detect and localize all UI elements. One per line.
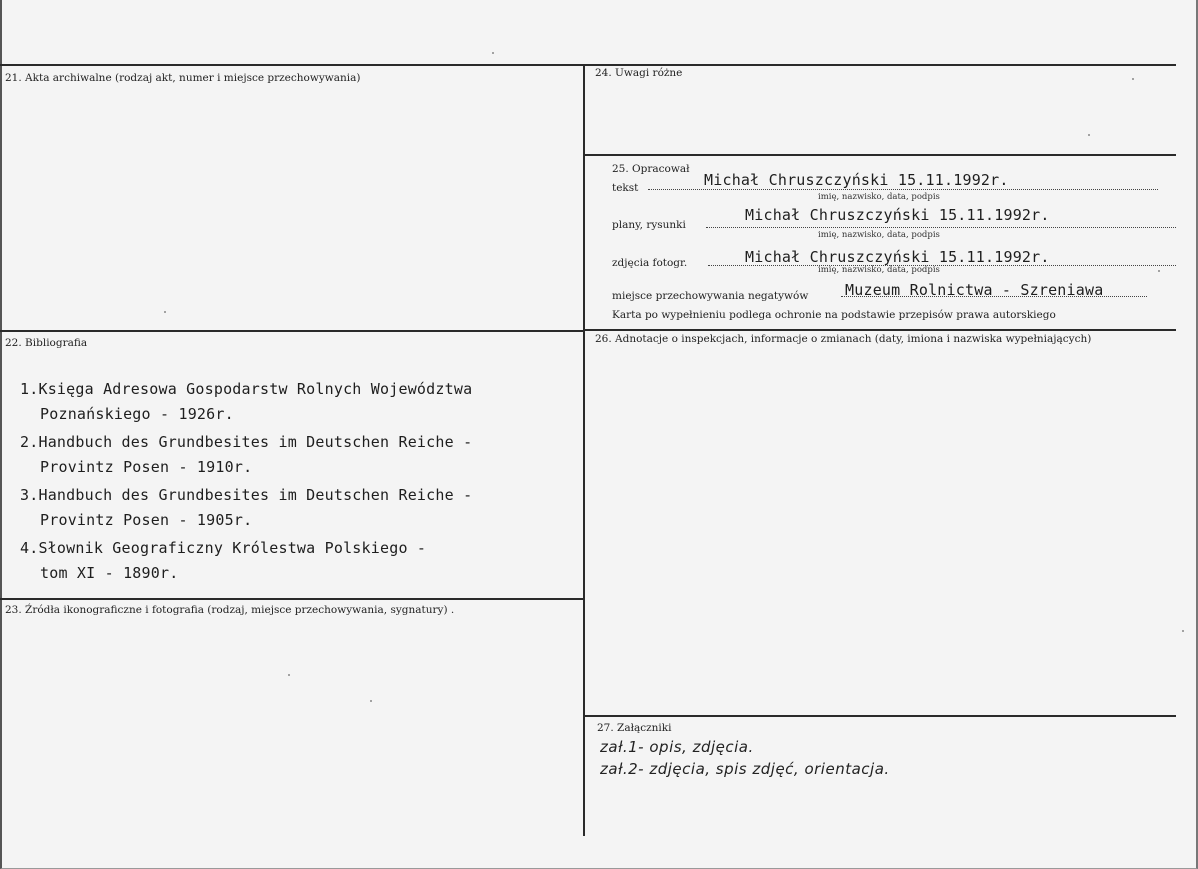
section-27-label: 27. Załączniki [597, 722, 672, 734]
copyright-note: Karta po wypełnieniu podlega ochronie na podstawie przepisów prawa autorskiego [612, 309, 1056, 321]
bibliography-item-1-line2: Poznańskiego - 1926r. [40, 405, 234, 423]
rule-26-27 [585, 715, 1176, 717]
text-author-value: Michał Chruszczyński 15.11.1992r. [704, 171, 1009, 189]
negatives-location-value: Muzeum Rolnictwa - Szreniawa [845, 281, 1104, 299]
plans-author-value: Michał Chruszczyński 15.11.1992r. [745, 206, 1050, 224]
rule-25-26 [585, 329, 1176, 331]
scan-speck [370, 700, 372, 702]
section-24-label: 24. Uwagi różne [595, 67, 683, 79]
text-author-line [648, 189, 1158, 190]
bibliography-item-4-line1: 4.Słownik Geograficzny Królestwa Polskiego - [20, 539, 427, 557]
text-author-label: tekst [612, 182, 639, 194]
bibliography-item-3-line2: Provintz Posen - 1905r. [40, 511, 253, 529]
section-22-label: 22. Bibliografia [5, 337, 88, 349]
text-author-caption: imię, nazwisko, data, podpis [818, 192, 940, 202]
plans-author-label: plany, rysunki [612, 219, 686, 231]
scan-speck [492, 52, 494, 54]
photos-author-value: Michał Chruszczyński 15.11.1992r. [745, 248, 1050, 266]
attachments-line-1: zał.1- opis, zdjęcia. [600, 738, 754, 756]
center-divider [583, 64, 585, 836]
negatives-location-label: miejsce przechowywania negatywów [612, 290, 809, 302]
photos-author-label: zdjęcia fotogr. [612, 257, 688, 269]
bibliography-item-4-line2: tom XI - 1890r. [40, 564, 179, 582]
bibliography-item-1-line1: 1.Księga Adresowa Gospodarstw Rolnych Województwa [20, 380, 473, 398]
photos-author-caption: imię, nazwisko, data, podpis [818, 265, 940, 275]
section-26-label: 26. Adnotacje o inspekcjach, informacje o zmianach (daty, imiona i nazwiska wypełniających) [595, 333, 1092, 345]
attachments-line-2: zał.2- zdjęcia, spis zdjęć, orientacja. [600, 760, 890, 778]
scan-speck [288, 674, 290, 676]
scan-speck [1132, 78, 1134, 80]
rule-24-25 [585, 154, 1176, 156]
top-rule [0, 64, 1176, 66]
scan-speck [1158, 270, 1160, 272]
rule-22-23 [0, 598, 585, 600]
section-21-label: 21. Akta archiwalne (rodzaj akt, numer i miejsce przechowywania) [5, 72, 361, 84]
bibliography-item-2-line2: Provintz Posen - 1910r. [40, 458, 253, 476]
plans-author-line [706, 227, 1176, 228]
plans-author-caption: imię, nazwisko, data, podpis [818, 230, 940, 240]
scan-speck [164, 311, 166, 313]
scan-speck [1088, 134, 1090, 136]
rule-21-22 [0, 330, 585, 332]
bibliography-item-2-line1: 2.Handbuch des Grundbesites im Deutschen Reiche - [20, 433, 473, 451]
section-25-label: 25. Opracował [612, 163, 690, 175]
bibliography-item-3-line1: 3.Handbuch des Grundbesites im Deutschen Reiche - [20, 486, 473, 504]
scan-speck [1182, 630, 1184, 632]
section-23-label: 23. Źródła ikonograficzne i fotografia (rodzaj, miejsce przechowywania, sygnatury) . [5, 604, 455, 616]
